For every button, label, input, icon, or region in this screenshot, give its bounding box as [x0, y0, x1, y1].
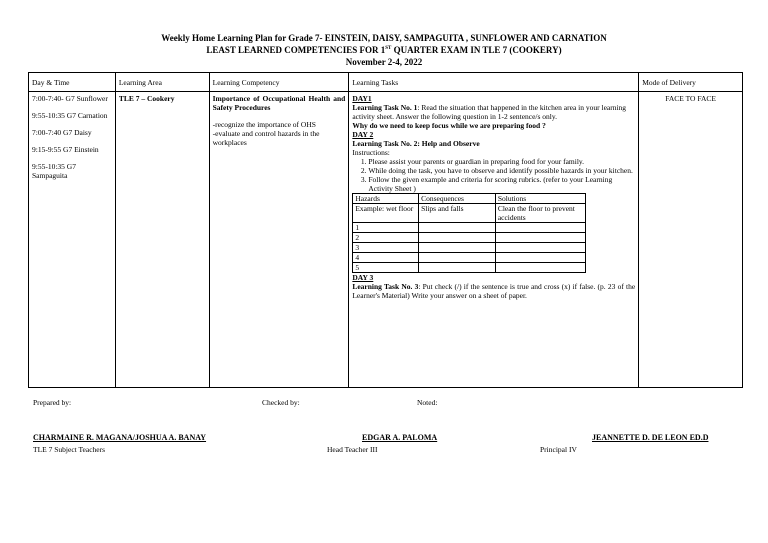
hazard-table: [352, 193, 586, 273]
col-header: Learning Competency: [209, 73, 349, 92]
tasks-cell: [349, 92, 639, 388]
competency-title: Importance of Occupational Health and Safety Procedures: [212, 94, 346, 112]
prepared-by-label: Prepared by:: [33, 398, 72, 407]
subtitle-sup: ST: [385, 46, 392, 51]
hazard-row-number: 2: [353, 233, 419, 243]
hazard-row: [353, 243, 586, 253]
checked-name: EDGAR A. PALOMA: [362, 433, 438, 442]
hazard-empty-cell: [419, 243, 496, 253]
hazard-example-cell: Clean the floor to prevent accidents: [495, 204, 586, 223]
hazard-row-number: 5: [353, 263, 419, 273]
task3: [352, 282, 635, 300]
instructions-list: [352, 157, 635, 193]
col-header: Day & Time: [29, 73, 116, 92]
plan-subtitle: [0, 45, 768, 56]
schedule-item: 7:00-7:40- G7 Sunflower: [32, 94, 108, 103]
task2-label: Learning Task No. 2: [352, 139, 418, 148]
hazard-row-number: 3: [353, 243, 419, 253]
hazard-row: [353, 253, 586, 263]
schedule-item: 9:55-10:35 G7 Carnation: [32, 111, 108, 120]
instruction-item: 1. Please assist your parents or guardian in preparing food for your family.: [368, 157, 635, 166]
day3-label: DAY 3: [352, 273, 374, 282]
checked-by-label: Checked by:: [262, 398, 300, 407]
col-header: Mode of Delivery: [639, 73, 743, 92]
header-row: [29, 73, 743, 92]
instruction-item: 2. While doing the task, you have to observe and identify possible hazards in your kitchen.: [368, 166, 635, 175]
schedule-item: 7:00-7:40 G7 Daisy: [32, 128, 92, 137]
schedule-item: 9:15-9:55 G7 Einstein: [32, 145, 99, 154]
col-header: Learning Area: [115, 73, 209, 92]
noted-label: Noted:: [417, 398, 438, 407]
day2-label: DAY 2: [352, 130, 374, 139]
mode-cell: [639, 92, 743, 388]
hazard-empty-cell: [495, 233, 586, 243]
task1-question: Why do we need to keep focus while we are preparing food ?: [352, 121, 546, 130]
hazard-row: [353, 223, 586, 233]
task2-title: : Help and Observe: [417, 139, 480, 148]
task3-label: Learning Task No. 3: [352, 282, 419, 291]
instructions-label: Instructions:: [352, 148, 390, 157]
hazard-empty-cell: [419, 233, 496, 243]
checked-title: Head Teacher III: [327, 445, 378, 454]
task1-text: : Read the situation that happened in the kitchen area in your learning activity sheet. Answer the following question in 1-2 sentence/s only.: [352, 103, 627, 121]
noted-name: JEANNETTE D. DE LEON ED.D: [592, 433, 709, 442]
col-header: Learning Tasks: [349, 73, 639, 92]
hazard-header: Consequences: [419, 194, 496, 204]
hazard-header: Solutions: [495, 194, 586, 204]
hazard-row: [353, 263, 586, 273]
competency-cell: [209, 92, 349, 388]
subtitle-post: QUARTER EXAM IN TLE 7 (COOKERY): [391, 45, 562, 55]
schedule-item: 9:55-10:35 G7 Sampaguita: [32, 162, 76, 180]
day1-label: DAY1: [352, 94, 372, 103]
mode-of-delivery: FACE TO FACE: [665, 94, 716, 103]
hazard-example-row: [353, 204, 586, 223]
hazard-empty-cell: [419, 223, 496, 233]
hazard-example-cell: Example: wet floor: [353, 204, 419, 223]
hazard-empty-cell: [495, 253, 586, 263]
instruction-item: 3. Follow the given example and criteria for scoring rubrics. (refer to your Learning Activity Sheet ): [368, 175, 635, 193]
hazard-row: [353, 233, 586, 243]
learning-area: TLE 7 – Cookery: [118, 94, 175, 103]
hazard-row-number: 1: [353, 223, 419, 233]
hazard-empty-cell: [495, 223, 586, 233]
learning-area-cell: [115, 92, 209, 388]
hazard-empty-cell: [419, 263, 496, 273]
hazard-row-number: 4: [353, 253, 419, 263]
hazard-example-cell: Slips and falls: [419, 204, 496, 223]
task3-text: : Put check (/) if the sentence is true and cross (x) if false. (p. 23 of the Learner's Material) Write your answer on a sheet of paper.: [352, 282, 636, 300]
learning-plan-table: [28, 72, 743, 388]
noted-title: Principal IV: [540, 445, 577, 454]
competency-item: -evaluate and control hazards in the workplaces: [212, 129, 320, 147]
task1: [352, 103, 635, 121]
task1-label: Learning Task No. 1: [352, 103, 418, 112]
content-row: [29, 92, 743, 388]
prepared-title: TLE 7 Subject Teachers: [33, 445, 106, 454]
schedule-cell: [29, 92, 116, 388]
competency-item: -recognize the importance of OHS: [212, 120, 316, 129]
hazard-header: Hazards: [353, 194, 419, 204]
task2: [352, 139, 635, 148]
plan-title: Weekly Home Learning Plan for Grade 7- EINSTEIN, DAISY, SAMPAGUITA , SUNFLOWER AND CARNATION: [161, 33, 607, 43]
hazard-empty-cell: [419, 253, 496, 263]
hazard-header-row: [353, 194, 586, 204]
plan-date: November 2-4, 2022: [345, 57, 423, 67]
prepared-name: CHARMAINE R. MAGANA/JOSHUA A. BANAY: [33, 433, 207, 442]
hazard-empty-cell: [495, 263, 586, 273]
subtitle-pre: LEAST LEARNED COMPETENCIES FOR 1: [206, 45, 386, 55]
hazard-empty-cell: [495, 243, 586, 253]
